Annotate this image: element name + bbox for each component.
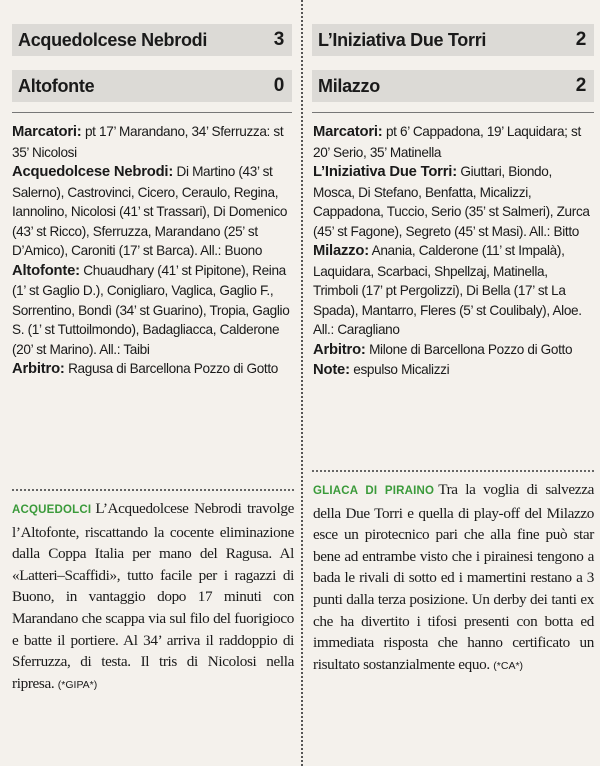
separator-line	[312, 112, 594, 113]
notes-paragraph	[313, 360, 594, 381]
dotted-separator	[12, 489, 294, 491]
away-team-score: 2	[575, 75, 586, 96]
home-lineup-label: L’Iniziativa Due Torri:	[313, 164, 457, 180]
article-kicker: GLIACA DI PIRAINO	[313, 485, 435, 497]
home-score-row	[12, 24, 292, 56]
scorers-label: Marcatori:	[313, 124, 383, 140]
home-lineup-text: Giuttari, Biondo, Mosca, Di Stefano, Benfatta, Micalizzi, Cappadona, Tuccio, Serio (35’ st Salmeri), Zurca (45’ st Fagone), Segreto (45’ st Masi). All.: Bitto	[313, 164, 590, 239]
home-team-name: Acquedolcese Nebrodi	[18, 29, 208, 50]
home-team-score: 2	[575, 29, 586, 50]
notes-text: espulso Micalizzi	[349, 362, 450, 377]
away-lineup-text: Chuaudhary (41’ st Pipitone), Reina (1’ st Gaglio D.), Conigliaro, Vaglica, Gaglio F., Sorrentino, Bondì (34’ st Guarino), Tropia, Gaglio S. (1’ st Tuttoilmondo), Badagliacca, Calderone (20’ st Marino). All.: Taibi	[12, 262, 290, 357]
away-lineup-text: Anania, Calderone (11’ st Impalà), Laquidara, Scarbaci, Shpellzaj, Matinella, Trimboli (17’ pt Pergolizzi), Di Bella (17’ st La Spada), Mantarro, Fleres (5’ st Coulibaly), Aloe. All.: Caragliano	[313, 243, 582, 337]
scorers-text: pt 6’ Cappadona, 19’ Laquidara; st 20’ Serio, 35’ Matinella	[313, 124, 581, 160]
away-team-score: 0	[273, 75, 284, 96]
away-lineup-label: Milazzo:	[313, 243, 369, 259]
scorers-label: Marcatori:	[12, 124, 82, 140]
notes-label: Note:	[313, 362, 350, 378]
scorers-text: pt 17’ Marandano, 34’ Sferruzza: st 35’ Nicolosi	[12, 124, 284, 160]
referee-text: Ragusa di Barcellona Pozzo di Gotto	[64, 361, 278, 376]
match-article	[313, 479, 594, 677]
away-score-row	[312, 70, 594, 102]
dotted-separator	[312, 470, 594, 472]
away-lineup-paragraph	[313, 241, 594, 340]
article-kicker: ACQUEDOLCI	[12, 504, 92, 516]
away-team-name: Altofonte	[18, 75, 95, 96]
referee-label: Arbitro:	[313, 341, 366, 358]
referee-paragraph	[313, 340, 594, 361]
home-score-row	[312, 24, 594, 56]
match-report	[313, 122, 594, 381]
home-team-score: 3	[273, 29, 284, 50]
separator-line	[12, 112, 292, 113]
home-lineup-paragraph	[12, 162, 294, 261]
referee-text: Milone di Barcellona Pozzo di Gotto	[365, 341, 573, 357]
right-match-column	[307, 0, 600, 766]
away-score-row	[12, 70, 292, 102]
referee-label: Arbitro:	[12, 361, 65, 377]
match-report	[12, 122, 294, 380]
home-lineup-paragraph	[313, 162, 594, 241]
article-body: L’Acquedolcese Nebrodi travolge l’Altofonte, riscattando la cocente eliminazione dalla Coppa Italia per mano del Ragusa. Al «Latteri–Scaffidi», tutto facile per i ragazzi di Buono, in vantaggio dopo 17 minuti con Marandano che scappa via sul filo del fuorigioco e batte il portiere. Al 34’ arriva il raddoppio di Sferruzza, di testa. Il tris di Nicolosi nella ripresa.	[12, 500, 294, 692]
article-body: Tra la voglia di salvezza della Due Torri e quella di play-off del Milazzo esce un pirotecnico pari che alla fine può star bene ad entrambe visto che i pirainesi tengono a bada le rivali di sotto ed i mamertini restano a 3 punti dalla terza posizione. Un derby dei tanti ex che ha divertito i tifosi presenti con botta ed immediata risposta che hanno certificato un risultato sostanzialmente equo.	[313, 481, 594, 673]
home-lineup-label: Acquedolcese Nebrodi:	[12, 164, 174, 180]
scorers-paragraph	[12, 122, 294, 162]
away-lineup-paragraph	[12, 261, 294, 360]
match-article	[12, 498, 294, 696]
column-divider	[301, 0, 303, 766]
referee-paragraph	[12, 359, 294, 380]
home-team-name: L’Iniziativa Due Torri	[318, 29, 487, 50]
home-lineup-text: Di Martino (43’ st Salerno), Castrovinci, Cicero, Ceraulo, Regina, Iannolino, Nicolosi (41’ st Trassari), Di Domenico (43’ st Ricco), Sferruzza, Marandano (25’ st D’Amico), Caroniti (17’ st Barca). All.: Buono	[12, 164, 288, 258]
article-signature: (*CA*)	[493, 659, 524, 672]
away-lineup-label: Altofonte:	[12, 262, 80, 279]
article-signature: (*GIPA*)	[57, 678, 98, 691]
away-team-name: Milazzo	[318, 75, 380, 96]
scorers-paragraph	[313, 122, 594, 162]
